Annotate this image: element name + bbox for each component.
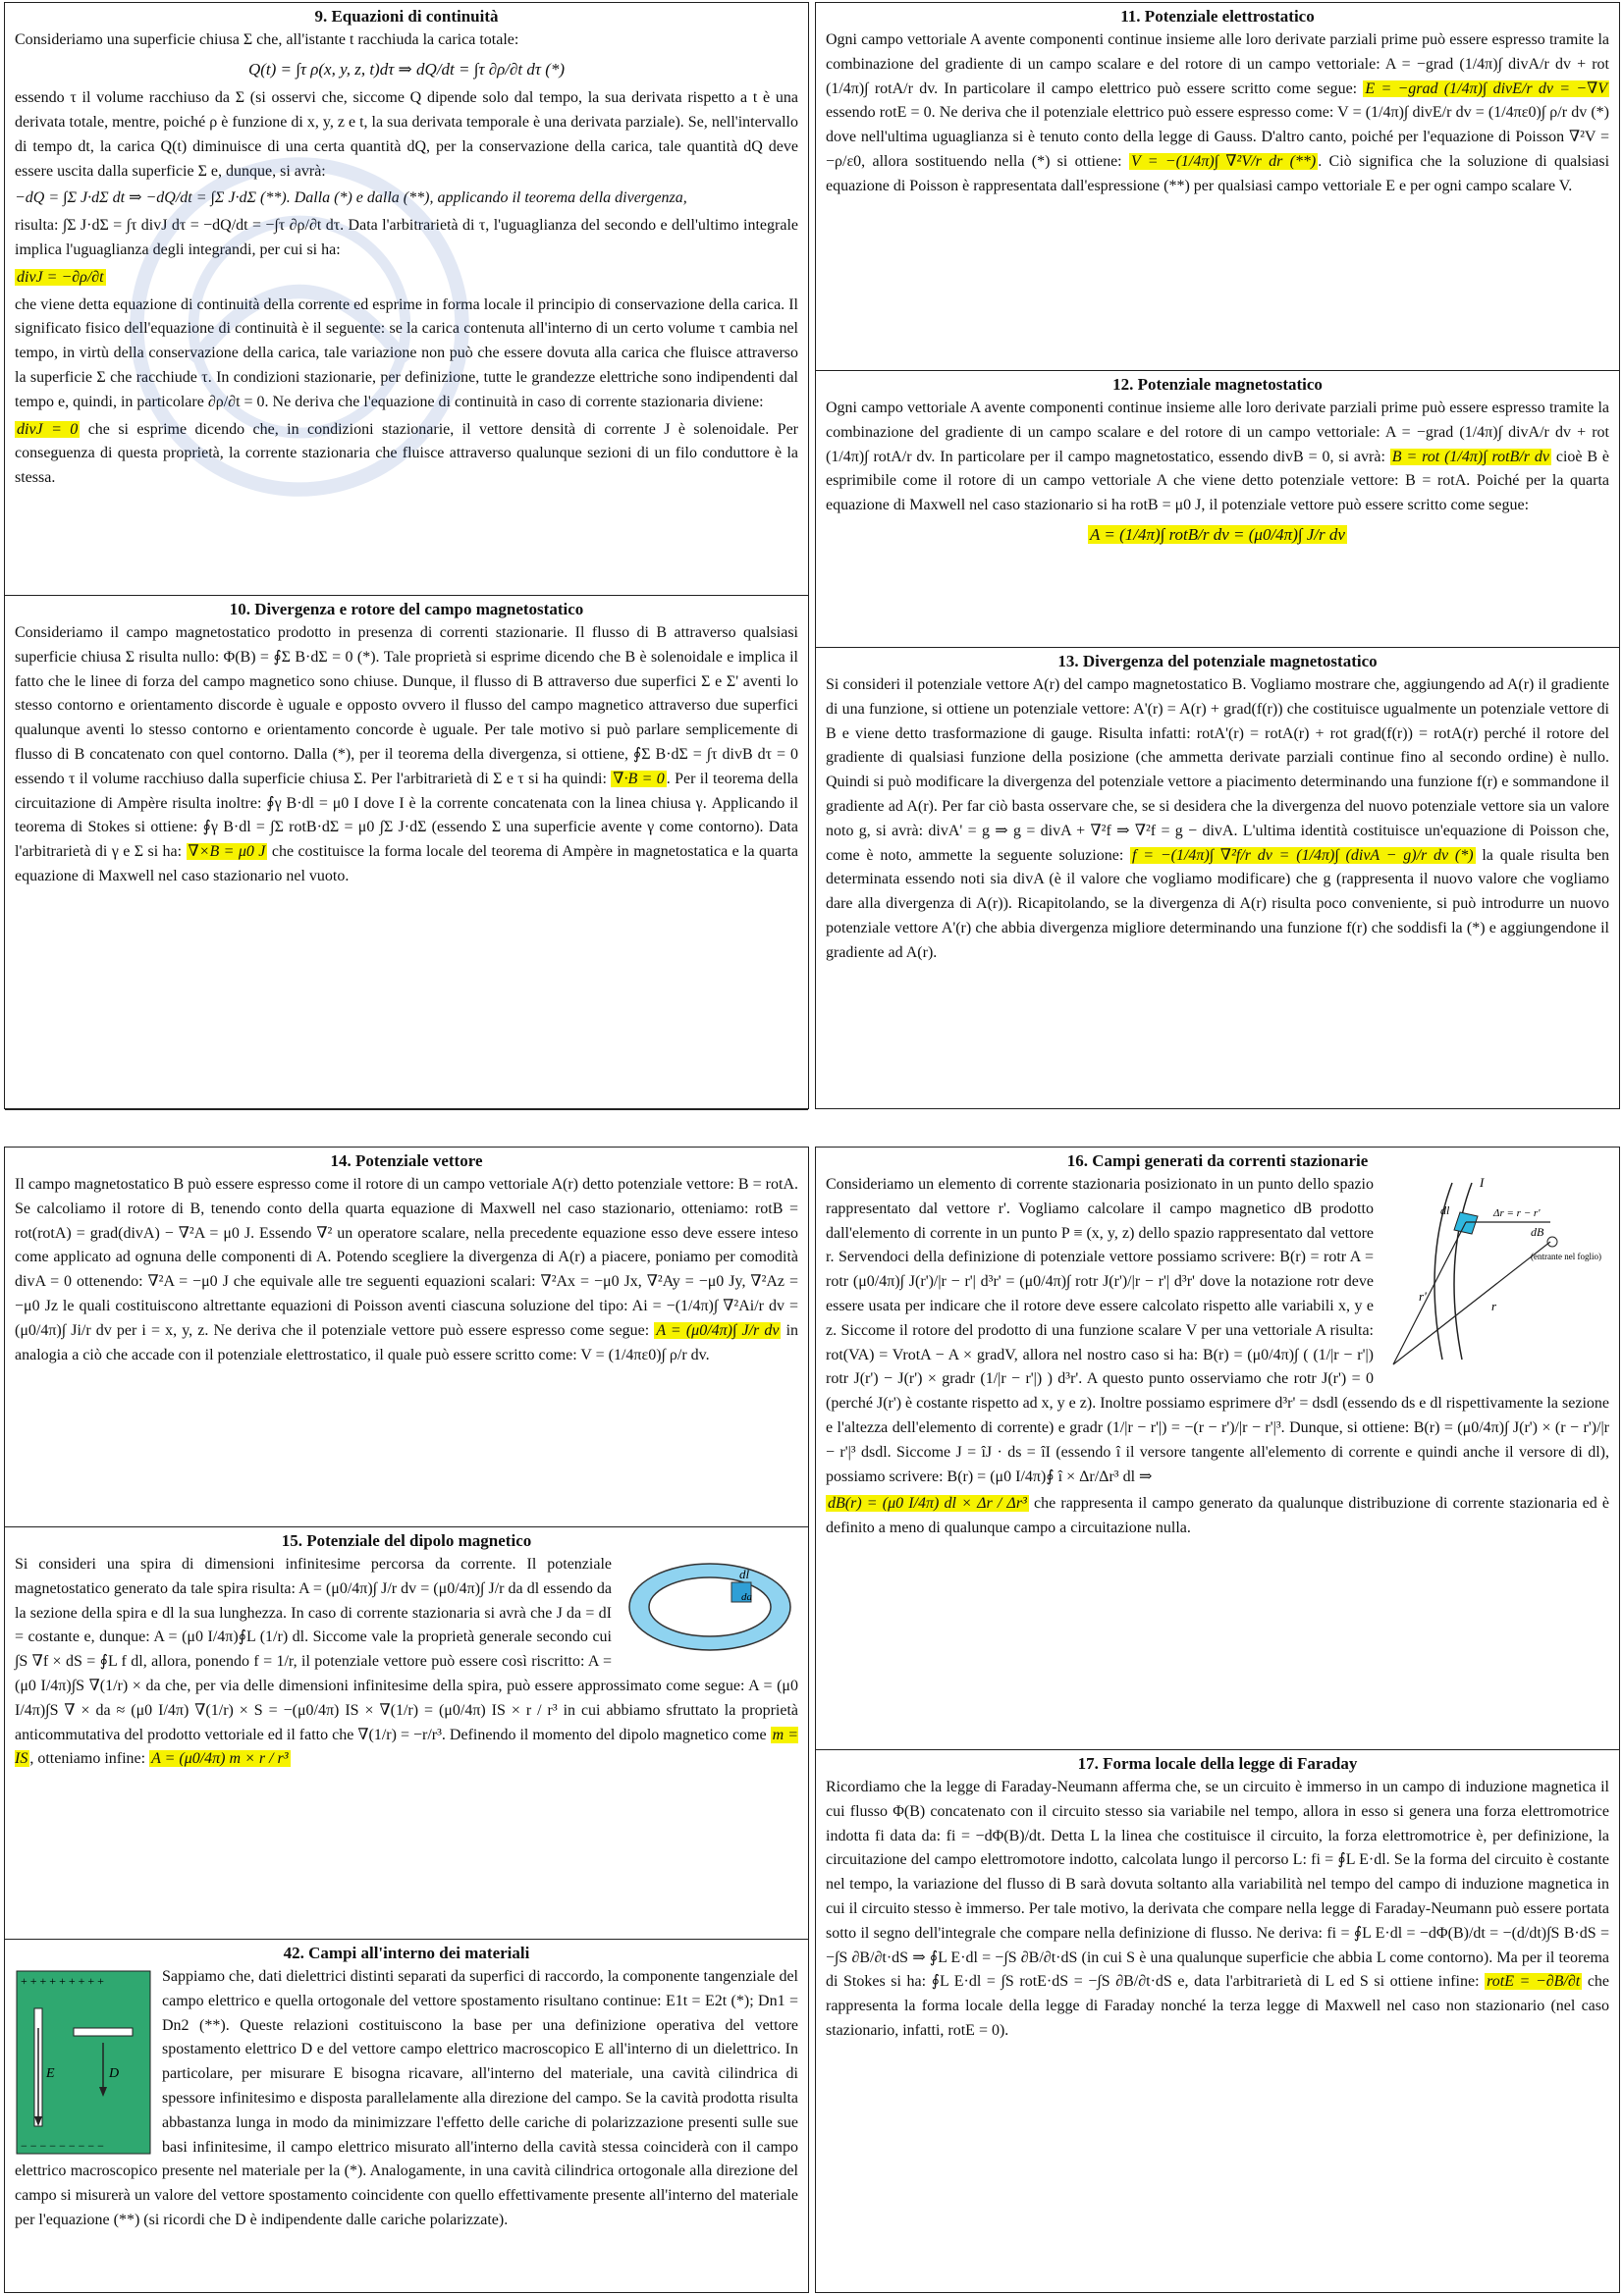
highlighted-equation: E = −grad (1/4π)∫ divE/r dv = −∇V: [1365, 80, 1608, 97]
section-title: 16. Campi generati da correnti stazionarie: [1066, 1151, 1369, 1170]
highlighted-equation: rotE = −∂B/∂t: [1487, 1973, 1581, 1991]
paragraph: Si consideri il potenziale vettore A(r) del campo magnetostatico B. Vogliamo mostrare che, aggiungendo ad A(r) il gradiente di una funzione, si ottiene un potenziale vettore: A'(r) = A(r) + grad(f(r)) che costituisce ugualmente un potenziale vettore di B e viene detto trasformazione di gauge. Risulta infatti: rotA'(r) = rotA(r) + rot grad(f(r)) = rotA(r) perché il rotore del gradiente di qualsiasi funzione della posizione (che ammetta derivate parziali continue fino al secondo ordine) è nullo. Quindi si può modificare la divergenza del potenziale vettore a piacimento determinando una funzione f(r) e sommandone il gradiente ad A(r). Per far ciò basta osservare che, se si desidera che la divergenza del nuovo potenziale vettore sia un valore noto g, si avrà: divA' = g ⇒ g = divA + ∇²f ⇒ ∇²f = g − divA. L'ultima identità costituisce un'equazione di Poisson che, come è noto, ammette la seguente soluzione:: [826, 676, 1609, 864]
paragraph: , otteniamo infine:: [29, 1750, 146, 1768]
D-label: D: [109, 2066, 120, 2081]
paragraph: Si consideri una spira di dimensioni infinitesime percorsa da corrente. Il potenziale magnetostatico generato da tale spira risulta: A = (μ0/4π)∫ J/r dv = (μ0/4π)∫ J/r da dl essendo da la sezione della spira e dl la sua lunghezza. In caso di corrente stazionaria si avrà che J da = dI = costante e, dunque: A = (μ0 I/4π)∮L (1/r) dl. Siccome vale la proprietà generale secondo cui ∫S ∇f × dS = ∮L f dl, allora, ponendo f = 1/r, il potenziale vettore può essere così riscritto: A = (μ0 I/4π)∫S ∇(1/r) × da che, per via delle dimensioni infinitesime della spira, può essere approssimato come segue: A = (μ0 I/4π)∫S ∇ × da ≈ (μ0 I/4π) ∇(1/r) × S = −(μ0/4π) IS × ∇(1/r) = (μ0/4π) IS × r / r³ in cui abbiamo sfruttato la proprietà anticommutativa del prodotto vettoriale ed il fatto che ∇(1/r) = −r/r³. Definendo il momento del dipolo magnetico come: [15, 1556, 798, 1743]
highlighted-equation: ∇·B = 0: [613, 770, 665, 787]
paragraph: risulta: ∫Σ J·dΣ = ∫τ divJ dτ = −dQ/dt = −∫τ ∂ρ/∂t dτ. Data l'arbitrarietà di τ, l'uguaglianza del secondo e dell'ultimo integrale implica l'uguaglianza degli integrandi, per cui si ha:: [15, 217, 798, 258]
loop-figure: [622, 1553, 798, 1661]
delta-r-label: Δr = r − r': [1493, 1207, 1541, 1219]
section-42: [5, 1940, 808, 2294]
section-title: 15. Potenziale del dipolo magnetico: [281, 1531, 532, 1550]
paragraph: Consideriamo il campo magnetostatico prodotto in presenza di correnti stazionarie. Il flusso di B attraverso qualsiasi superficie chiusa Σ risulta nullo: Φ(B) = ∮Σ B·dΣ = 0 (*). Tale proprietà si esprime dicendo che B è solenoidale e implica il fatto che le linee di forza del campo magnetico sono chiuse. Dunque, il flusso di B attraverso due superfici Σ e Σ' aventi lo stesso contorno e orientamento discorde è uguale e opposto ovvero il flusso del campo magnetico attraverso due superfici qualunque aventi lo stesso contorno e orientamento concorde è uguale. Per tale motivo si può parlare semplicemente di flusso di B concatenato con quel contorno. Dalla (*), per il teorema della divergenza, si ottiene, ∮Σ B·dΣ = ∫τ divB dτ = 0 essendo τ il volume racchiuso dalla superficie chiusa Σ. Per l'arbitrarietà di Σ e τ si ha quindi:: [15, 624, 798, 787]
paragraph: Consideriamo un elemento di corrente stazionaria posizionato in un punto dello spazio rappresentato dal vettore r'. Vogliamo calcolare il campo magnetico dB prodotto dall'elemento di corrente in un punto P ≡ (x, y, z) dello spazio rappresentato dal vettore r. Servendoci della definizione di potenziale vettore possiamo scrivere: B(r) = rotr A = rotr (μ0/4π)∫ J(r')/|r − r'| d³r' = (μ0/4π)∫ rotr J(r')/|r − r'| d³r' dove la notazione rotr deve essere usata per indicare che il rotore deve essere calcolato rispetto alle variabili x, y e z. Siccome il rotore del prodotto di una funzione scalare V per una vettoriale A risulta: rot(VA) = VrotA − A × gradV, allora nel nostro caso si ha: B(r) = (μ0/4π)∫ ( (1/|r − r'|) rotr J(r') − J(r') × gradr (1/|r − r'|) ) d³r'. A questo punto osserviamo che rotr J(r') = 0 (perché J(r') è costante rispetto ad x, y e z). Inoltre possiamo esprimere d³r' = dsdl (essendo ds e dl rispettivamente la sezione e l'altezza dell'elemento di corrente) e gradr (1/|r − r'|) = −(r − r')/|r − r'|³. Dunque, si ottiene: B(r) = (μ0/4π)∫ J(r') × (r − r')/|r − r'|³ dsdl. Siccome J = îJ · ds = îI (essendo î il versore tangente all'elemento di corrente e quindi anche il versore di dl), possiamo scrivere: B(r) = (μ0 I/4π)∮ î × Δr/Δr³ dl ⇒: [826, 1176, 1609, 1485]
section-9: [5, 3, 808, 596]
section-title: 10. Divergenza e rotore del campo magnetostatico: [229, 600, 584, 618]
highlighted-equation: dB(r) = (μ0 I/4π) dl × Δr / Δr³: [828, 1495, 1027, 1513]
section-title: 11. Potenziale elettrostatico: [1120, 7, 1315, 26]
section-12: [816, 371, 1619, 648]
da-label: da: [741, 1591, 752, 1603]
highlighted-equation: f = −(1/4π)∫ ∇²f/r dv = (1/4π)∫ (divA − g)/r dv (*): [1132, 846, 1474, 864]
section-16: [816, 1148, 1619, 1750]
equation: −dQ = ∫Σ J·dΣ dt ⇒ −dQ/dt = ∫Σ J·dΣ (**). Dalla (*) e dalla (**), applicando il teorema della divergenza,: [15, 189, 687, 207]
highlighted-equation: A = (1/4π)∫ rotB/r dv = (μ0/4π)∫ J/r dv: [1090, 524, 1345, 544]
page-top-right: [815, 2, 1620, 1109]
page-bottom-right: [815, 1147, 1620, 2293]
highlighted-equation: A = (μ0/4π) m × r / r³: [151, 1750, 289, 1768]
paragraph: che viene detta equazione di continuità della corrente ed esprime in forma locale il principio di conservazione della carica. Il significato fisico dell'equazione di continuità è il seguente: se la carica contenuta all'interno di un certo volume τ cambia nel tempo, in virtù della conservazione della carica, tale variazione non può che essere dovuta alla carica che fluisce attraverso la superficie Σ che racchiude τ. In condizioni stazionarie, per definizione, tutte le grandezze elettriche sono indipendenti dal tempo e, quindi, in particolare ∂ρ/∂t = 0. Ne deriva che l'equazione di continuità in caso di corrente stazionaria diviene:: [15, 295, 798, 410]
paragraph: essendo rotE = 0. Ne deriva che il potenziale elettrico può essere espresso come: V = (1/4π)∫ divE/r dv = (1/4πε0)∫ ρ/r dv (*) dove nell'ultima uguaglianza si è tenuto conto della legge di Gauss. D'altro canto, poiché per l'equazione di Poisson ∇²V = −ρ/ε0, allora sostituendo nella (*) si ottiene:: [826, 104, 1609, 170]
paragraph: Ogni campo vettoriale A avente componenti continue insieme alle loro derivate parziali prime può essere espresso tramite la combinazione del gradiente di un campo scalare e del rotore di un campo vettoriale: A = −grad (1/4π)∫ divA/r dv + rot (1/4π)∫ rotA/r dv. In particolare per il campo magnetostatico, essendo divB = 0, si avrà:: [826, 400, 1609, 465]
paragraph: che rappresenta la forma locale della legge di Faraday nonché la terza legge di Maxwell nel caso non stazionario (nel caso stazionario, infatti, rotE = 0).: [826, 1973, 1610, 2039]
paragraph: Ricordiamo che la legge di Faraday-Neumann afferma che, se un circuito è immerso in un campo di induzione magnetica il cui flusso Φ(B) concatenato con il circuito stesso sia variabile nel tempo, allora in esso si genera una forza elettromotrice indotta fi data da: fi = −dΦ(B)/dt. Detta L la linea che costituisce il circuito, la forza elettromotrice è, per definizione, la circuitazione del campo elettromotore indotto, calcolata lungo il percorso L: fi = ∮L E·dl. Se la forma del circuito è costante nel tempo, la variazione del flusso di B sarà dovuta soltanto alla variabilità nel tempo del campo di induzione magnetica in cui il circuito stesso è immerso. Per tale motivo, la derivata che compare nella legge di Faraday-Neumann può essere portata sotto il segno dell'integrale che compare nella definizione di flusso. Ne deriva: fi = ∮L E·dl = −dΦ(B)/dt = −(d/dt)∫S B·dS = −∫S ∂B/∂t·dS ⇒ ∮L E·dl = −∫S ∂B/∂t·dS (in cui S è una qualunque superficie che abbia L come contorno). Ma per il teorema di Stokes si ha: ∮L E·dl = ∫S rotE·dS = −∫S ∂B/∂t·dS e, data l'arbitrarietà di L ed S si ottiene infine:: [826, 1779, 1609, 1991]
paragraph: che rappresenta il campo generato da qualunque distribuzione di corrente stazionaria ed è definito a meno di qualunque campo a circuitazione nulla.: [826, 1495, 1610, 1537]
paragraph: che si esprime dicendo che, in condizioni stazionarie, il vettore densità di corrente J è solenoidale. Per conseguenza di questa proprietà, la corrente stazionaria che fluisce attraverso qualunque sezioni di un filo conduttore è la stessa.: [15, 420, 798, 487]
section-title: 13. Divergenza del potenziale magnetostatico: [1057, 652, 1378, 670]
equation: Q(t) = ∫τ ρ(x, y, z, t)dτ ⇒ dQ/dt = ∫τ ∂ρ/∂t dτ (*): [247, 59, 566, 79]
paragraph: la quale risulta ben determinata essendo noti sia divA (è il valore che vogliamo modificare) che g (rappresenta il nuovo valore che vogliamo dare alla divergenza di A(r)). Ricapitolando, se la divergenza di A(r) risulta poco conveniente, si può introdurre un nuovo potenziale vettore A'(r) che abbia divergenza migliore determinando una funzione f(r) che soddisfi la (*) e aggiungendone il gradiente ad A(r).: [826, 846, 1609, 961]
section-title: 42. Campi all'interno dei materiali: [283, 1944, 530, 1962]
paragraph: Il campo magnetostatico B può essere espresso come il rotore di un campo vettoriale A(r) detto potenziale vettore: B = rotA. Se calcoliamo il rotore di B, tenendo conto della quarta equazione di Maxwell nel caso stazionario, otteniamo: rotB = rot(rotA) = grad(divA) − ∇²A = μ0 J. Essendo ∇² un operatore scalare, nella precedente equazione esso deve essere inteso come applicato ad ognuna delle componenti di A. Potendo scegliere la divergenza di A(r) a piacere, poniamo per comodità divA = 0 ottenendo: ∇²A = −μ0 J che equivale alle tre seguenti equazioni scalari: ∇²Ax = −μ0 Jx, ∇²Ay = −μ0 Jy, ∇²Az = −μ0 Jz le quali costituiscono altrettante equazioni di Poisson aventi ciascuna soluzione del tipo: Ai = −(1/4π)∫ ∇²Ai/r dv = (μ0/4π)∫ Ji/r dv per i = x, y, z. Ne deriva che il potenziale vettore può essere espresso come segue:: [15, 1176, 798, 1339]
paragraph: . Ciò significa che la soluzione di qualsiasi equazione di Poisson è rappresentata dall'espressione (**) per qualsiasi campo vettoriale E e per ogni campo scalare V.: [826, 152, 1610, 194]
section-11: [816, 3, 1619, 371]
highlighted-equation: ∇×B = μ0 J: [188, 843, 266, 861]
r-prime-label: r': [1419, 1289, 1427, 1304]
dielectric-figure: [15, 1969, 152, 2156]
paragraph: cioè B è esprimibile come il rotore di un campo vettoriale A che viene detto potenziale vettore: B = rotA. Poiché per la quarta equazione di Maxwell nel caso stazionario si ha rotB = μ0 J, il potenziale vettore può essere scritto come segue:: [826, 448, 1610, 514]
paragraph: che costituisce la forma locale del teorema di Ampère in magnetostatica e la quarta equazione di Maxwell nel caso stazionario nel vuoto.: [15, 843, 799, 884]
paragraph: Sappiamo che, dati dielettrici distinti separati da superfici di raccordo, la componente tangenziale del campo elettrico e quella ortogonale del vettore spostamento risultano continue: E1t = E2t (*); Dn1 = Dn2 (**). Queste relazioni costituiscono la base per una definizione operativa del vettore spostamento elettrico D e del vettore campo elettrico macroscopico E all'interno di un dielettrico. In particolare, per misurare E bisogna ricavare, all'interno del materiale, una cavità cilindrica di spessore infinitesimo e disposta parallelamente alla direzione del campo. Se la cavità prodotta risulta abbastanza lunga in modo da minimizzare l'effetto delle cariche di polarizzazione presenti sulle sue basi infinitesime, il campo elettrico misurato all'interno della cavità stessa coinciderà con il campo elettrico macroscopico presente nel materiale per la (*). Analogamente, in una cavità cilindrica ortogonale alla direzione del campo si misurerà un valore del vettore spostamento coincidente con quello effettivamente presente all'interno del materiale per l'equazione (**) (si ricordi che D è indipendente dalle cariche polarizzate).: [15, 1968, 798, 2228]
section-title: 17. Forma locale della legge di Faraday: [1077, 1754, 1358, 1773]
highlighted-equation: divJ = −∂ρ/∂t: [17, 268, 104, 286]
minus-charges: − − − − − − − − −: [21, 2139, 104, 2153]
dl-label: dl: [1440, 1203, 1450, 1217]
page-bottom-left: [4, 1147, 809, 2293]
paragraph: Consideriamo una superficie chiusa Σ che, all'istante t racchiuda la carica totale:: [15, 31, 519, 48]
paragraph: Ogni campo vettoriale A avente componenti continue insieme alle loro derivate parziali prime può essere espresso tramite la combinazione del gradiente di un campo scalare e del rotore di un campo vettoriale: A = −grad (1/4π)∫ divA/r dv + rot (1/4π)∫ rotA/r dv. In particolare il campo elettrico può essere scritto come segue:: [826, 31, 1609, 97]
section-14: [5, 1148, 808, 1527]
section-title: 9. Equazioni di continuità: [314, 7, 499, 26]
section-title: 14. Potenziale vettore: [330, 1151, 483, 1170]
highlighted-equation: V = −(1/4π)∫ ∇²V/r dr (**): [1130, 152, 1317, 170]
highlighted-equation: m = IS: [15, 1726, 798, 1768]
highlighted-equation: divJ = 0: [17, 420, 79, 438]
section-title: 12. Potenziale magnetostatico: [1112, 375, 1323, 394]
current-element-figure: [1383, 1173, 1609, 1369]
section-17: [816, 1750, 1619, 2294]
section-10: [5, 596, 808, 1110]
entering-note: (entrante nel foglio): [1531, 1252, 1601, 1261]
paragraph: in analogia a ciò che accade con il potenziale elettrostatico, il quale può essere scritto come: V = (1/4πε0)∫ ρ/r dv.: [15, 1321, 799, 1363]
section-15: [5, 1527, 808, 1940]
E-label: E: [46, 2066, 55, 2081]
plus-charges: + + + + + + + + +: [21, 1974, 104, 1988]
paragraph: . Per il teorema della circuitazione di Ampère risulta inoltre: ∮γ B·dl = μ0 I dove I è la corrente concatenata con la linea chiusa γ. Applicando il teorema di Stokes si ottiene: ∮γ B·dl = ∫Σ rotB·dΣ = μ0 ∫Σ J·dΣ (essendo Σ una superficie avente γ come contorno). Data l'arbitrarietà di γ e Σ si ha:: [15, 770, 799, 861]
paragraph: essendo τ il volume racchiuso da Σ (si osservi che, siccome Q dipende solo dal tempo, la sua derivata rispetto a t è una derivata totale, mentre, poiché ρ è funzione di x, y, z e t, la sua derivata temporale è una derivata parziale). Se, nell'intervallo di tempo dt, la carica Q(t) diminuisce di una certa quantità dQ, per la conservazione della carica, tale quantità dQ deve essere uscita dalla superficie Σ e, dunque, si avrà:: [15, 89, 798, 180]
page-top-left: [4, 2, 809, 1109]
r-label: r: [1491, 1299, 1497, 1313]
section-13: [816, 648, 1619, 1110]
highlighted-equation: A = (μ0/4π)∫ J/r dv: [656, 1321, 780, 1339]
dl-label: dl: [739, 1567, 750, 1581]
dB-label: dB: [1531, 1225, 1544, 1239]
I-label: I: [1480, 1175, 1485, 1190]
highlighted-equation: B = rot (1/4π)∫ rotB/r dv: [1391, 448, 1549, 465]
